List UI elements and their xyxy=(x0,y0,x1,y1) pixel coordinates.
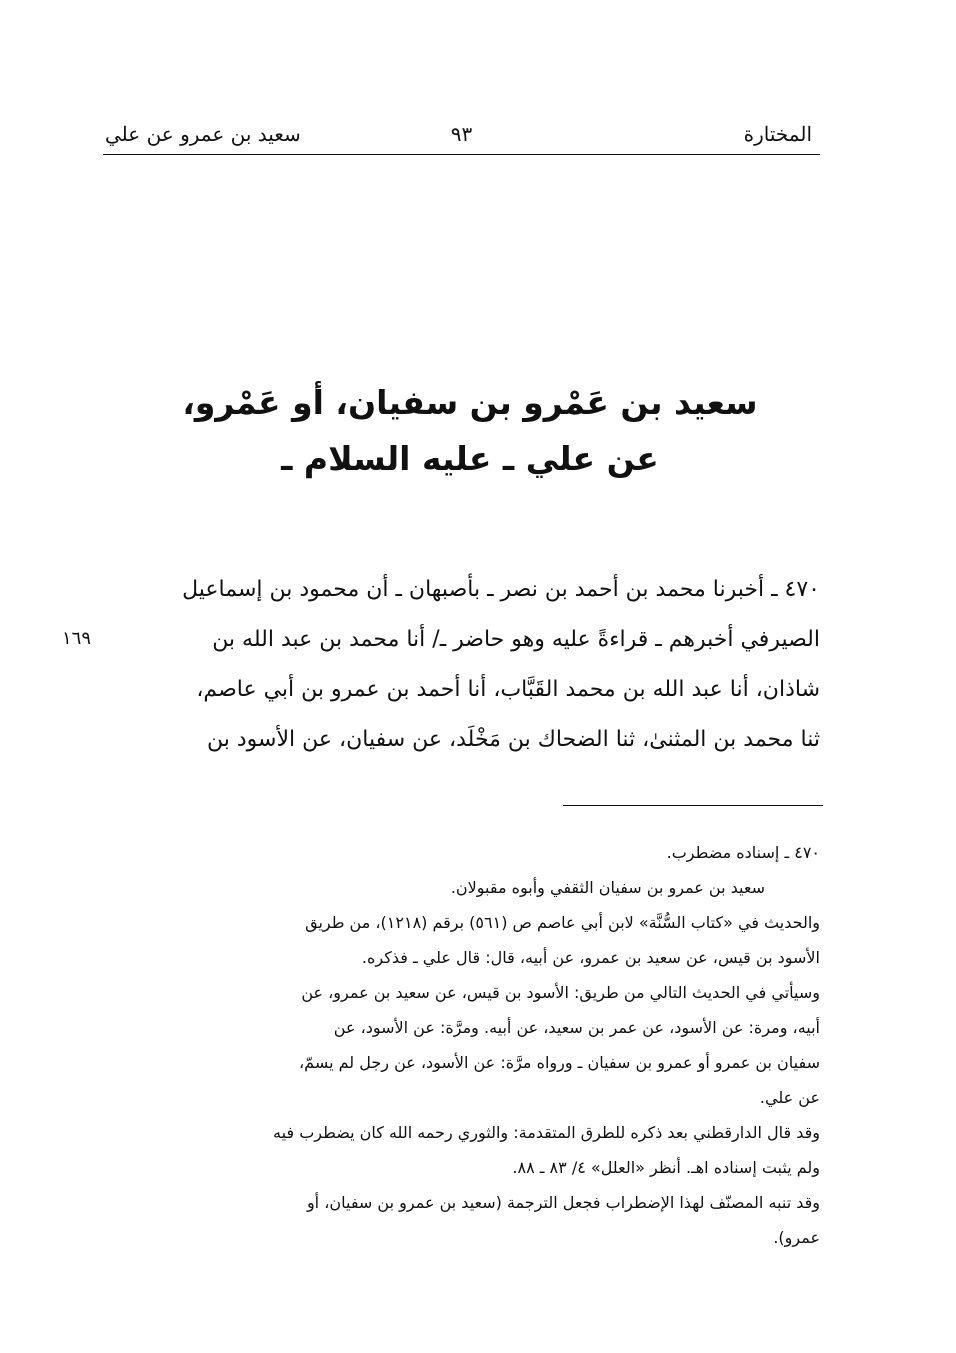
running-header xyxy=(103,118,820,154)
manuscript-page-number: ١٦٩ xyxy=(62,628,92,649)
footnote-line: والحديث في «كتاب السُّنَّة» لابن أبي عاصم ص (٥٦١) برقم (١٢١٨)، من طريق xyxy=(305,913,820,932)
footnote-line: عن علي. xyxy=(759,1088,820,1107)
hadith-line: ٤٧٠ ـ أخبرنا محمد بن أحمد بن نصر ـ بأصبهان ـ أن محمود بن إسماعيل xyxy=(182,577,820,602)
hadith-line: ثنا محمد بن المثنىٰ، ثنا الضحاك بن مَخْلَد، عن سفيان، عن الأسود بن xyxy=(207,727,820,752)
footnote-line: وقد قال الدارقطني بعد ذكره للطرق المتقدمة: والثوري رحمه الله كان يضطرب فيه xyxy=(273,1123,820,1142)
hadith-line: شاذان، أنا عبد الله بن محمد القَبَّاب، أنا أحمد بن عمرو بن أبي عاصم، xyxy=(196,677,820,702)
footnote-rule xyxy=(563,805,823,806)
footnotes xyxy=(103,835,820,1255)
chapter-title-line-1: سعيد بن عَمْرو بن سفيان، أو عَمْرو، xyxy=(182,383,758,422)
header-rule xyxy=(103,154,820,155)
hadith-text xyxy=(103,565,820,765)
footnote-line: وسيأتي في الحديث التالي من طريق: الأسود بن قيس، عن سعيد بن عمرو، عن xyxy=(301,983,820,1002)
section-title-header: سعيد بن عمرو عن علي xyxy=(105,122,301,146)
chapter-title xyxy=(160,375,780,487)
footnote-line: ولم يثبت إسناده اهـ. أنظر «العلل» ٤/ ٨٣ ـ ٨٨. xyxy=(512,1158,820,1177)
page-number: ٩٣ xyxy=(450,122,473,146)
footnote-line: ٤٧٠ ـ إسناده مضطرب. xyxy=(666,843,820,862)
footnote-line: عمرو). xyxy=(773,1228,820,1247)
book-title-header: المختارة xyxy=(743,122,812,146)
chapter-title-line-2: عن علي ـ عليه السلام ـ xyxy=(281,439,659,478)
footnote-line: سفيان بن عمرو أو عمرو بن سفيان ـ ورواه مرَّة: عن الأسود، عن رجل لم يسمّ، xyxy=(299,1053,820,1072)
footnote-line: أبيه، ومرة: عن الأسود، عن عمر بن سعيد، عن أبيه. ومرَّة: عن الأسود، عن xyxy=(333,1018,820,1037)
hadith-line: الصيرفي أخبرهم ـ قراءةً عليه وهو حاضر ـ/ أنا محمد بن عبد الله بن xyxy=(212,627,820,652)
footnote-line: الأسود بن قيس، عن سعيد بن عمرو، عن أبيه، قال: قال علي ـ فذكره. xyxy=(361,948,820,967)
footnote-line: سعيد بن عمرو بن سفيان الثقفي وأبوه مقبولان. xyxy=(450,878,765,897)
footnote-line: وقد تنبه المصنّف لهذا الإضطراب فجعل الترجمة (سعيد بن عمرو بن سفيان، أو xyxy=(306,1193,820,1212)
